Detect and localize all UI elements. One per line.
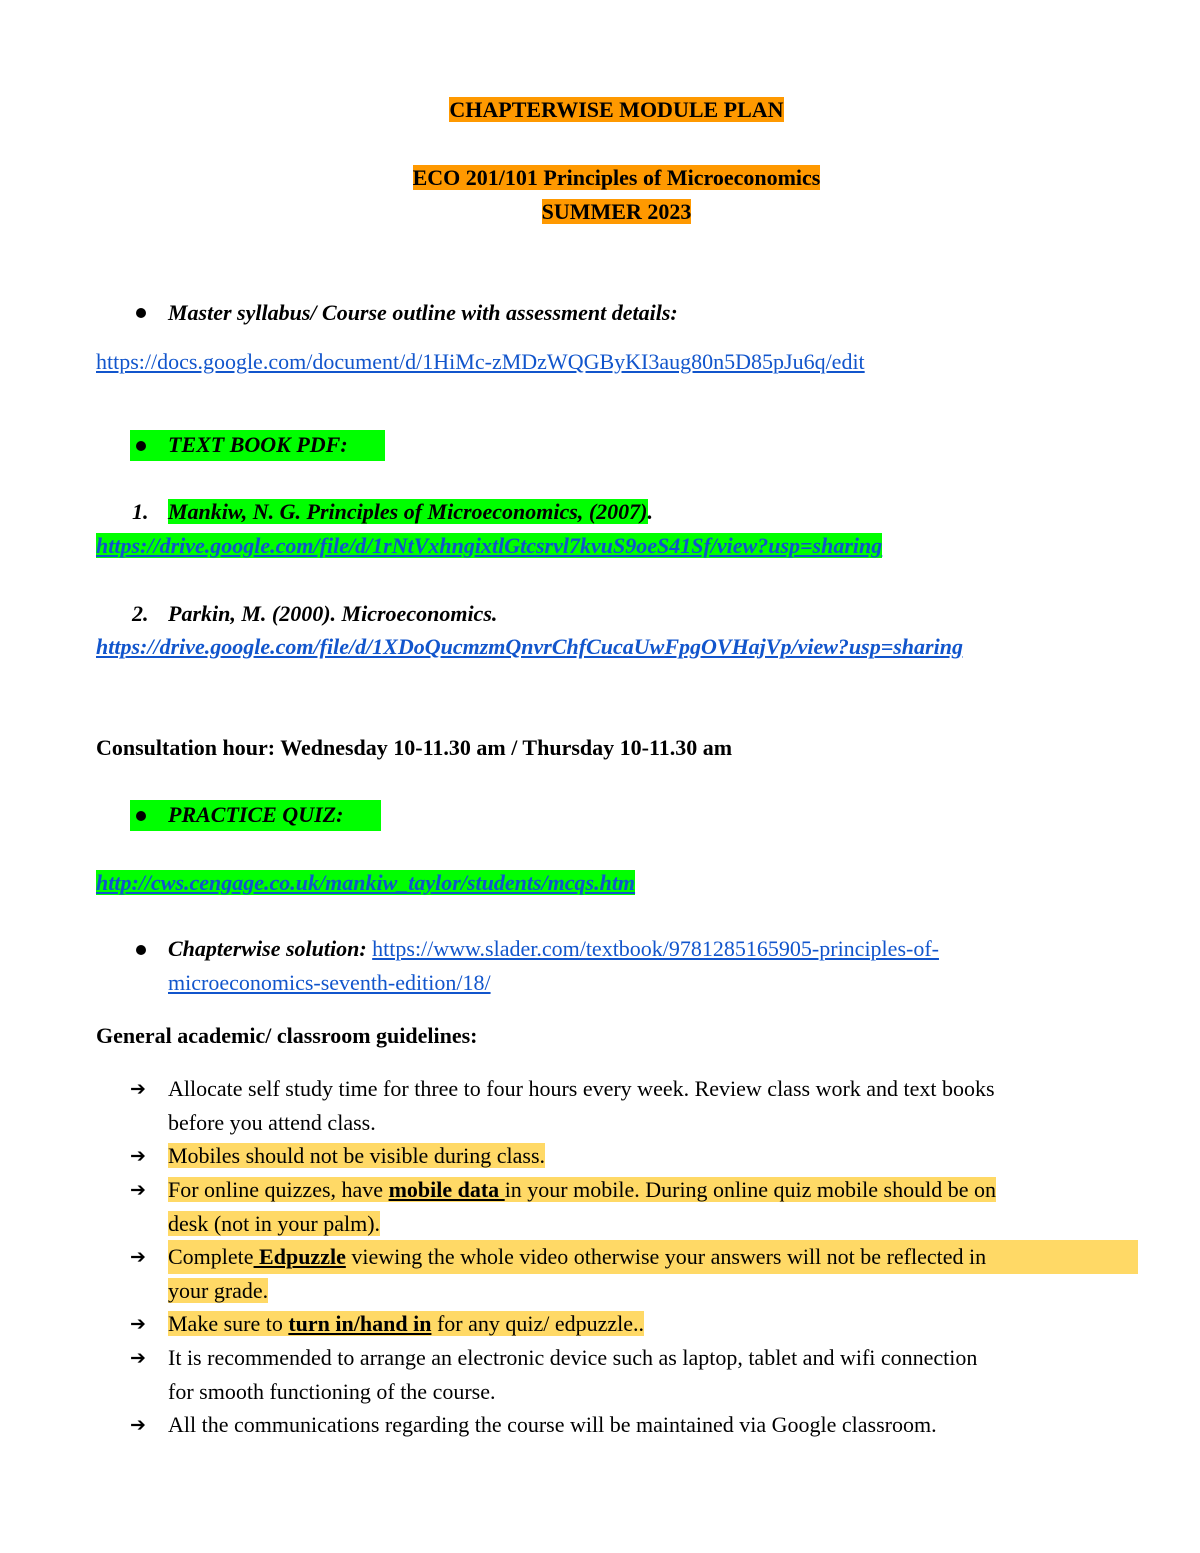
arrow-right-icon: ➔ — [130, 1246, 146, 1268]
guidelines-title: General academic/ classroom guidelines: — [96, 1023, 478, 1048]
bullet-icon — [136, 308, 146, 318]
bullet-icon — [136, 811, 146, 821]
textbook-1-number: 1. — [132, 499, 149, 524]
arrow-right-icon: ➔ — [130, 1313, 146, 1335]
solution-link[interactable]: https://www.slader.com/textbook/9781285165905-principles-of- — [372, 936, 939, 961]
course-name: ECO 201/101 Principles of Microeconomics — [412, 165, 821, 190]
bullet-icon — [136, 441, 146, 451]
arrow-right-icon: ➔ — [130, 1145, 146, 1167]
guideline-edpuzzle: Complete Edpuzzle viewing the whole video otherwise your answers will not be reflected in your grade. — [168, 1240, 1138, 1307]
textbook-1-link[interactable]: https://drive.google.com/file/d/1rNtVxhngixtlGtcsrvl7kvuS9oeS41Sf/view?usp=sharing — [96, 533, 883, 558]
quiz-heading: PRACTICE QUIZ: — [168, 802, 344, 827]
guideline-turn-in: Make sure to turn in/hand in for any quiz/ edpuzzle.. — [168, 1311, 645, 1336]
arrow-right-icon: ➔ — [130, 1078, 146, 1100]
textbook-2-link[interactable]: https://drive.google.com/file/d/1XDoQucmzmQnvrChfCucaUwFpgOVHajVp/view?usp=sharing — [96, 634, 963, 659]
guideline-device: It is recommended to arrange an electronic device such as laptop, tablet and wifi connection for smooth functioning of the course. — [168, 1345, 978, 1404]
textbook-1-citation: Mankiw, N. G. Principles of Microeconomics, (2007). — [168, 499, 653, 524]
textbook-1-link-row — [96, 530, 882, 562]
textbook-heading: TEXT BOOK PDF: — [168, 432, 348, 457]
arrow-right-icon: ➔ — [130, 1414, 146, 1436]
arrow-right-icon: ➔ — [130, 1347, 146, 1369]
guideline-online-quizzes: For online quizzes, have mobile data in your mobile. During online quiz mobile should be on desk (not in your palm). — [168, 1177, 996, 1236]
course-term: SUMMER 2023 — [541, 199, 692, 224]
solution-link-continued[interactable]: microeconomics-seventh-edition/18/ — [168, 970, 491, 995]
quiz-link-row — [96, 867, 635, 899]
consultation-hours: Consultation hour: Wednesday 10-11.30 am / Thursday 10-11.30 am — [96, 735, 733, 760]
guideline-communications: All the communications regarding the course will be maintained via Google classroom. — [168, 1412, 937, 1437]
guideline-mobiles: Mobiles should not be visible during class. — [168, 1143, 546, 1168]
solution-label: Chapterwise solution: — [168, 936, 367, 961]
quiz-link[interactable]: http://cws.cengage.co.uk/mankiw_taylor/students/mcqs.htm — [96, 870, 636, 895]
textbook-2-number: 2. — [132, 601, 149, 626]
textbook-2-citation: Parkin, M. (2000). Microeconomics. — [168, 601, 498, 626]
solution-line — [168, 933, 939, 965]
guideline-self-study: Allocate self study time for three to four hours every week. Review class work and text books before you attend class. — [168, 1076, 995, 1135]
syllabus-label: Master syllabus/ Course outline with assessment details: — [168, 300, 678, 325]
document-title: CHAPTERWISE MODULE PLAN — [449, 97, 784, 122]
bullet-icon — [136, 945, 146, 955]
arrow-right-icon: ➔ — [130, 1179, 146, 1201]
syllabus-link[interactable]: https://docs.google.com/document/d/1HiMc-zMDzWQGByKI3aug80n5D85pJu6q/edit — [96, 349, 865, 374]
